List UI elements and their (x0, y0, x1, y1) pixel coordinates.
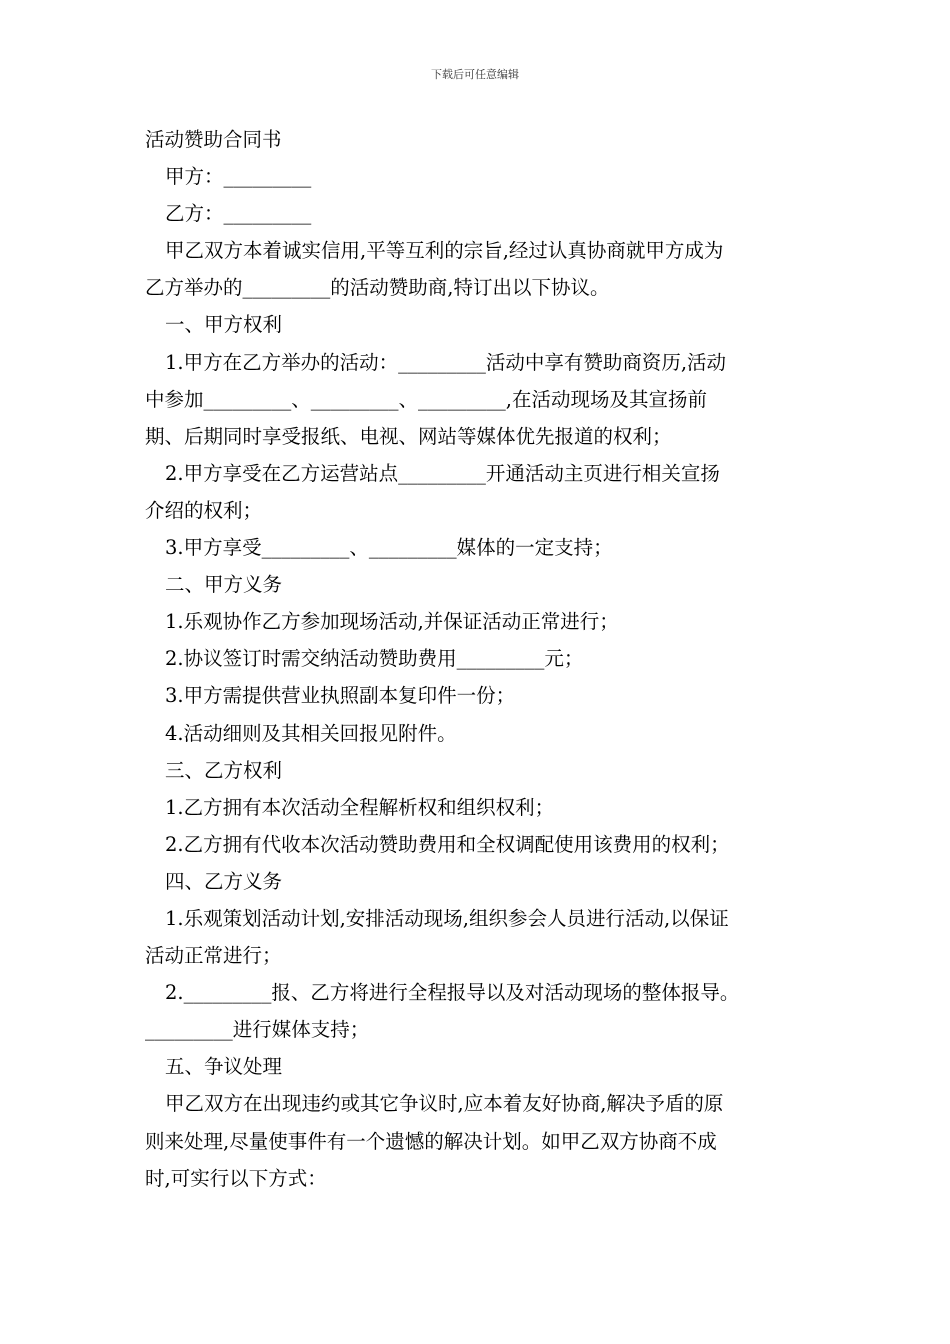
party-b-line: 乙方：_________ (165, 202, 312, 226)
section-heading: 二、甲方义务 (165, 573, 283, 597)
section-heading: 四、乙方义务 (165, 869, 283, 893)
clause-line: 3.甲方需提供营业执照副本复印件一份； (165, 684, 516, 708)
clause-line: 2.协议签订时需交纳活动赞助费用_________元； (165, 647, 584, 671)
paragraph-line: 甲乙双方本着诚实信用,平等互利的宗旨,经过认真协商就甲方成为 (165, 239, 724, 263)
clause-line: 1.乙方拥有本次活动全程解析权和组织权利； (165, 795, 555, 819)
clause-line: 活动正常进行； (145, 944, 282, 968)
clause-line: 4.活动细则及其相关回报见附件。 (165, 721, 457, 745)
paragraph-line: 时,可实行以下方式： (145, 1166, 327, 1190)
paragraph-line: 则来处理,尽量使事件有一个遗憾的解决计划。如甲乙双方协商不成 (145, 1129, 717, 1153)
paragraph-line: 甲乙双方在出现违约或其它争议时,应本着友好协商,解决予盾的原 (165, 1092, 724, 1116)
section-heading: 三、乙方权利 (165, 758, 283, 782)
clause-line: 期、后期同时享受报纸、电视、网站等媒体优先报道的权利； (145, 424, 672, 448)
page-header: 下载后可任意编辑 (431, 68, 519, 81)
paragraph-line: 乙方举办的_________的活动赞助商,特订出以下协议。 (145, 276, 610, 300)
party-a-line: 甲方：_________ (165, 165, 312, 189)
clause-line: 2.乙方拥有代收本次活动赞助费用和全权调配使用该费用的权利； (165, 832, 730, 856)
clause-line: 1.乐观策划活动计划,安排活动现场,组织参会人员进行活动,以保证 (165, 906, 729, 930)
clause-line: 2._________报、乙方将进行全程报导以及对活动现场的整体报导。 (165, 981, 740, 1005)
clause-line: 中参加_________、_________、_________,在活动现场及其宣扬前 (145, 387, 707, 411)
clause-line: 2.甲方享受在乙方运营站点_________开通活动主页进行相关宣扬 (165, 461, 720, 485)
contract-body (145, 121, 810, 1197)
clause-line: _________进行媒体支持； (145, 1018, 370, 1042)
clause-line: 介绍的权利； (145, 498, 263, 522)
section-heading: 一、甲方权利 (165, 313, 283, 337)
clause-line: 1.甲方在乙方举办的活动：_________活动中享有赞助商资历,活动 (165, 350, 727, 374)
clause-line: 3.甲方享受_________、_________媒体的一定支持； (165, 536, 613, 560)
clause-line: 1.乐观协作乙方参加现场活动,并保证活动正常进行； (165, 610, 619, 634)
document-title: 活动赞助合同书 (145, 128, 282, 151)
section-heading: 五、争议处理 (165, 1055, 283, 1079)
